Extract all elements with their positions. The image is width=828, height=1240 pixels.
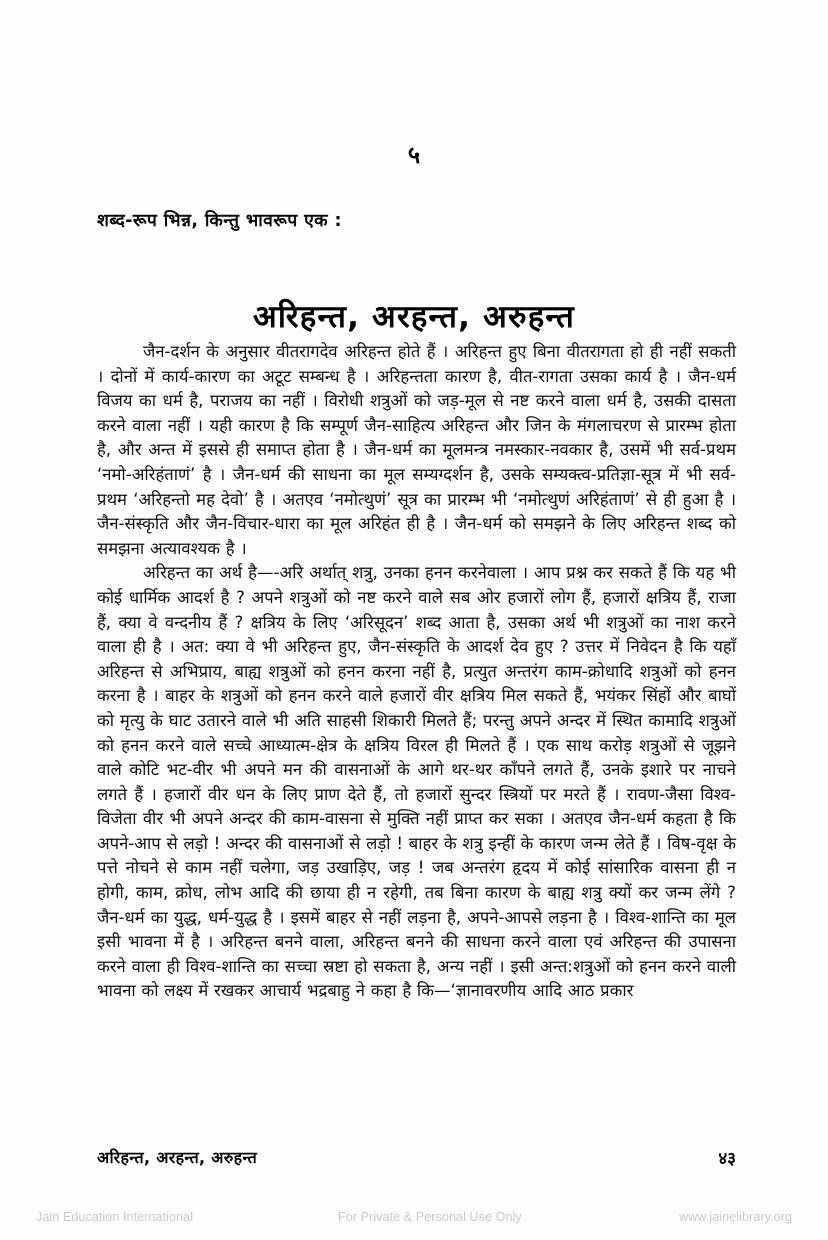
page-title: अरिहन्त, अरहन्त, अरुहन्त [253, 298, 575, 335]
watermark-left: Jain Education International [36, 1210, 194, 1224]
paragraph: जैन-दर्शन के अनुसार वीतरागदेव अरिहन्त होते हैं । अरिहन्त हुए बिना वीतरागता हो ही नहीं सकती । दोनों में कार्य-कारण का अटूट सम्बन्ध है । अरिहन्तता कारण है, वीत-रागता उसका कार्य है । जैन-धर्म विजय का धर्म है, पराजय का नहीं । विरोधी शत्रुओं को जड़-मूल से नष्ट करने वाला धर्म है, उसकी दासता करने वाला नहीं । यही कारण है कि सम्पूर्ण जैन-साहित्य अरिहन्त और जिन के मंगलाचरण से प्रारम्भ होता है, और अन्त में इससे ही समाप्त होता है । जैन-धर्म का मूलमन्त्र नमस्कार-नवकार है, उसमें भी सर्व-प्रथम ‘नमो-अरिहंताणं’ है । जैन-धर्म की साधना का मूल सम्यग्दर्शन है, उसके सम्यक्त्व-प्रतिज्ञा-सूत्र में भी सर्व-प्रथम ‘अरिहन्तो मह देवो’ है । अतएव ‘नमोत्थुणं’ सूत्र का प्रारम्भ भी ‘नमोत्थुणं अरिहंताणं’ से ही हुआ है । जैन-संस्कृति और जैन-विचार-धारा का मूल अरिहंत ही है । जैन-धर्म को समझने के लिए अरिहन्त शब्द को समझना अत्यावश्यक है । [97, 342, 737, 558]
paragraph: अरिहन्त का अर्थ है—-अरि अर्थात् शत्रु, उनका हनन करनेवाला । आप प्रश्न कर सकते हैं कि यह भी कोई धार्मिक आदर्श है ? अपने शत्रुओं को नष्ट करने वाले सब ओर हजारों लोग हैं, हजारों क्षत्रिय हैं, राजा हैं, क्या वे वन्दनीय हैं ? क्षत्रिय के लिए ‘अरिसूदन’ शब्द आता है, उसका अर्थ भी शत्रुओं का नाश करने वाला ही है । अत: क्या वे भी अरिहन्त हुए, जैन-संस्कृति के आदर्श देव हुए ? उत्तर में निवेदन है कि यहाँ अरिहन्त से अभिप्राय, बाह्य शत्रुओं को हनन करना नहीं है, प्रत्युत अन्तरंग काम-क्रोधादि शत्रुओं को हनन करना है । बाहर के शत्रुओं को हनन करने वाले हजारों वीर क्षत्रिय मिल सकते हैं, भयंकर सिंहों और बाघों को मृत्यु के घाट उतारने वाले भी अति साहसी शिकारी मिलते हैं; परन्तु अपने अन्दर में स्थित कामादि शत्रुओं को हनन करने वाले सच्चे आध्यात्म-क्षेत्र के क्षत्रिय विरल ही मिलते हैं । एक साथ करोड़ शत्रुओं से जूझने वाले कोटि भट-वीर भी अपने मन की वासनाओं के आगे थर-थर काँपने लगते हैं, उनके इशारे पर नाचने लगते हैं । हजारों वीर धन के लिए प्राण देते हैं, तो हजारों सुन्दर स्त्रियों पर मरते हैं । रावण-जैसा विश्व-विजेता वीर भी अपने अन्दर की काम-वासना से मुक्ति नहीं प्राप्त कर सका । अतएव जैन-धर्म कहता है कि अपने-आप से लड़ो ! अन्दर की वासनाओं से लड़ो ! बाहर के शत्रु इन्हीं के कारण जन्म लेते हैं । विष-वृक्ष के पत्ते नोचने से काम नहीं चलेगा, जड़ उखाड़िए, जड़ ! जब अन्तरंग हृदय में कोई सांसारिक वासना ही न होगी, काम, क्रोध, लोभ आदि की छाया ही न रहेगी, तब बिना कारण के बाह्य शत्रु क्यों कर जन्म लेंगे ? जैन-धर्म का युद्ध, धर्म-युद्ध है । इसमें बाहर से नहीं लड़ना है, अपने-आपसे लड़ना है । विश्व-शान्ति का मूल इसी भावना में है । अरिहन्त बनने वाला, अरिहन्त बनने की साधना करने वाला एवं अरिहन्त की उपासना करने वाला ही विश्व-शान्ति का सच्चा स्रष्टा हो सकता है, अन्य नहीं । इसी अन्त:शत्रुओं को हनन करने वाली भावना को लक्ष्य में रखकर आचार्य भद्रबाहु ने कहा है कि—‘ज्ञानावरणीय आदि आठ प्रकार [97, 563, 736, 1001]
watermark-right[interactable]: www.jainelibrary.org [679, 1210, 792, 1224]
watermark-center: For Private & Personal Use Only [338, 1210, 522, 1224]
chapter-number: ५ [407, 141, 421, 169]
kicker-line: शब्द-रूप भिन्न, किन्तु भावरूप एक : [97, 211, 342, 231]
running-head: अरिहन्त, अरहन्त, अरुहन्त [97, 1148, 258, 1167]
body-text [97, 340, 736, 1004]
page-number: ४३ [718, 1149, 736, 1169]
watermark-bar [0, 1196, 828, 1240]
